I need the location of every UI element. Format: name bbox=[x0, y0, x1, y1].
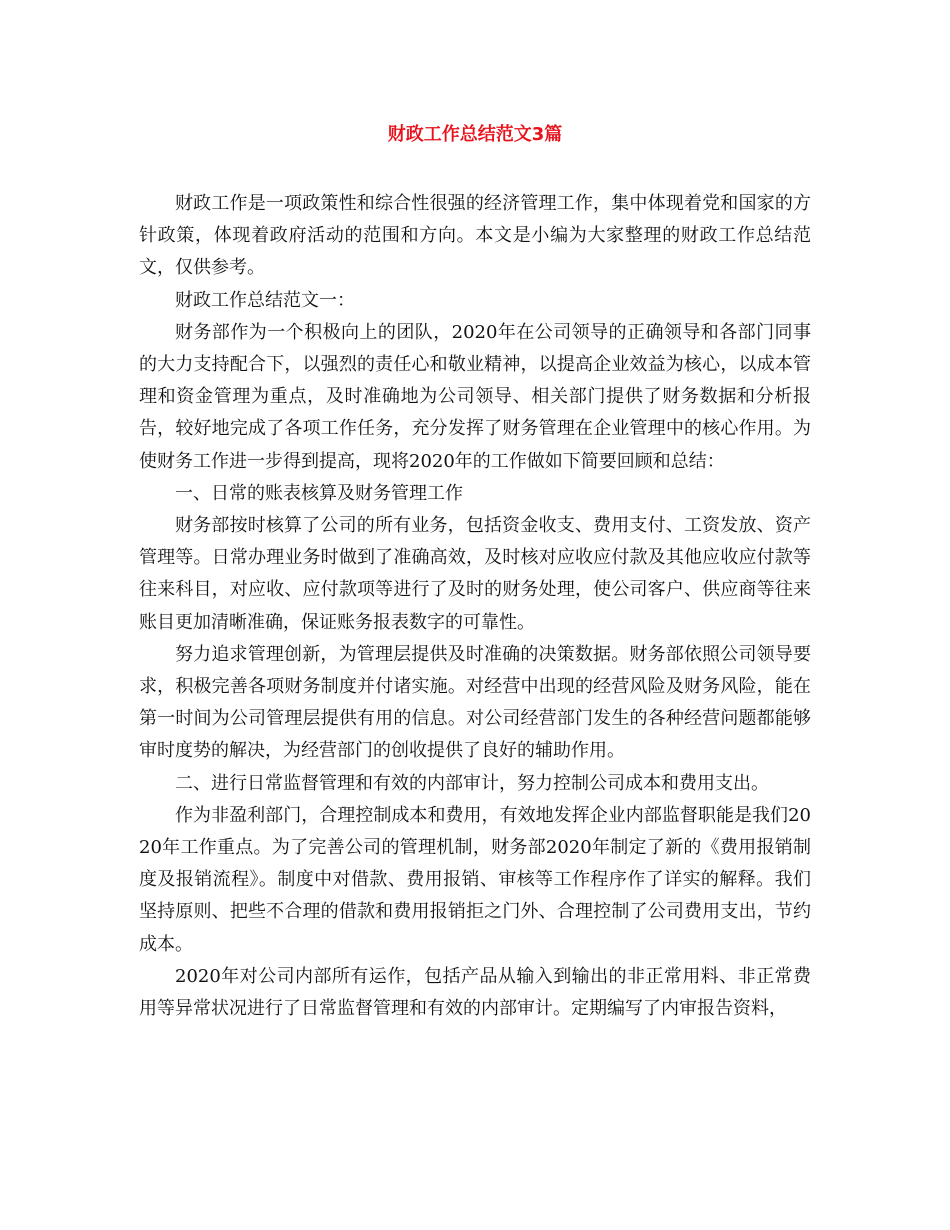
paragraph-team-summary: 财务部作为一个积极向上的团队，2020年在公司领导的正确领导和各部门同事的大力支持配合下，以强烈的责任心和敬业精神，以提高企业效益为核心，以成本管理和资金管理为重点，及时准确地为公司领导、相关部门提供了财务数据和分析报告，较好地完成了各项工作任务，充分发挥了财务管理在企业管理中的核心作用。为使财务工作进一步得到提高，现将2020年的工作做如下简要回顾和总结： bbox=[139, 321, 811, 472]
paragraph-accounting: 财务部按时核算了公司的所有业务，包括资金收支、费用支付、工资发放、资产管理等。日常办理业务时做到了准确高效，及时核对应收应付款及其他应收应付款等往来科目，对应收、应付款项等进行了及时的财务处理，使公司客户、供应商等往来账目更加清晰准确，保证账务报表数字的可靠性。 bbox=[139, 515, 811, 633]
document-body bbox=[139, 188, 811, 1025]
paragraph-section-one-heading: 一、日常的账表核算及财务管理工作 bbox=[175, 482, 463, 504]
paragraph-management-innovation: 努力追求管理创新，为管理层提供及时准确的决策数据。财务部依照公司领导要求，积极完善各项财务制度并付诸实施。对经营中出现的经营风险及财务风险，能在第一时间为公司管理层提供有用的信息。对公司经营部门发生的各种经营问题都能够审时度势的解决，为经营部门的创收提供了良好的辅助作用。 bbox=[139, 643, 811, 762]
paragraph-internal-audit: 2020年对公司内部所有运作，包括产品从输入到输出的非正常用料、非正常费用等异常状况进行了日常监督管理和有效的内部审计。定期编写了内审报告资料， bbox=[139, 965, 811, 1020]
paragraph-heading-sample-one: 财政工作总结范文一： bbox=[175, 289, 355, 311]
document-title: 财政工作总结范文3篇 bbox=[387, 124, 563, 145]
paragraph-section-two-heading: 二、进行日常监督管理和有效的内部审计，努力控制公司成本和费用支出。 bbox=[175, 772, 769, 794]
paragraph-intro: 财政工作是一项政策性和综合性很强的经济管理工作，集中体现着党和国家的方针政策，体现着政府活动的范围和方向。本文是小编为大家整理的财政工作总结范文，仅供参考。 bbox=[139, 193, 811, 279]
paragraph-cost-control: 作为非盈利部门，合理控制成本和费用，有效地发挥企业内部监督职能是我们2020年工作重点。为了完善公司的管理机制，财务部2020年制定了新的《费用报销制度及报销流程》。制度中对借款、费用报销、审核等工作程序作了详实的解释。我们坚持原则、把些不合理的借款和费用报销拒之门外、合理控制了公司费用支出，节约成本。 bbox=[139, 804, 811, 955]
